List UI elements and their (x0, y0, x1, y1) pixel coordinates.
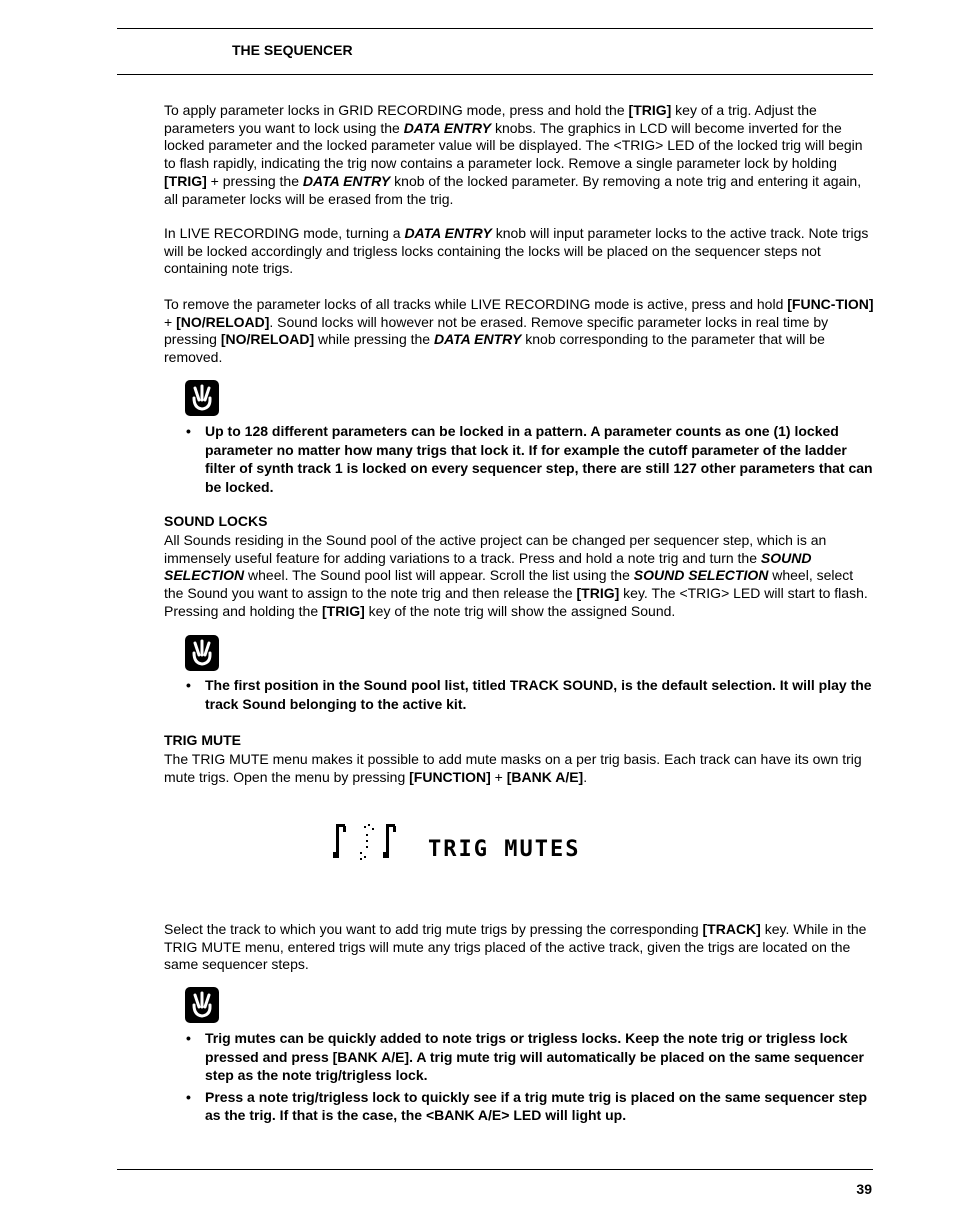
body-text: . (583, 768, 588, 785)
emphasis-text: [TRIG] (164, 172, 207, 189)
emphasis-text: [FUNCTION] (409, 768, 491, 785)
hand-icon (185, 635, 219, 671)
emphasis-text: [BANK A/E] (506, 768, 584, 785)
emphasis-text: [TRIG] (628, 102, 672, 118)
bullet-item (186, 422, 876, 496)
bullet-text: Up to 128 different parameters can be locked in a pattern. A parameter counts as one (1) locked parameter no matter how many trigs that lock it. If for example the cutoff parameter of the ladder filter of synth track 1 is locked on every sequencer step, there are still 127 other parameters that can be locked. (205, 423, 873, 495)
body-text: All Sounds residing in the Sound pool of the active project can be changed per sequencer step, which is an immensely useful feature for adding variations to a track. Press and hold a note trig and turn the (164, 532, 827, 566)
paragraph-sound-locks (164, 532, 874, 621)
hand-icon (185, 987, 219, 1023)
note-track-sound (186, 676, 876, 716)
lcd-trig-mutes (330, 818, 590, 871)
footer-rule (117, 1169, 873, 1170)
body-text: while pressing the (314, 331, 434, 348)
bullet-item (186, 1088, 876, 1125)
body-text: To apply parameter locks in GRID RECORDING mode, press and hold the (164, 102, 629, 118)
emphasis-text: DATA ENTRY (403, 119, 492, 136)
body-text: knob will input parameter locks to the active track. Note trigs will be locked accordingly and trigless locks containing the locks will be placed on the sequencer steps not containing note trigs. (164, 225, 869, 277)
emphasis-text: SOUND SELECTION (633, 567, 769, 584)
bullet-dot: • (186, 677, 191, 693)
body-text: + pressing the (206, 172, 303, 189)
bullet-dot: • (186, 423, 191, 439)
emphasis-text: DATA ENTRY (433, 331, 522, 348)
emphasis-text: [TRIG] (576, 585, 620, 602)
paragraph-remove-locks (164, 296, 874, 367)
body-text: key of the note trig will show the assigned Sound. (364, 602, 676, 619)
bullet-dot: • (186, 1088, 191, 1105)
body-text: key of a trig. Adjust the parameters you want to lock using the (164, 102, 817, 136)
emphasis-text: [TRIG] (322, 602, 365, 619)
heading-trig-mute: TRIG MUTE (164, 732, 241, 748)
body-text: knobs. The graphics in LCD will become inverted for the locked parameter and the locked parameter value will be displayed. The <TRIG> LED of the locked trig will begin to flash rapidly, indicating the trig now contains a parameter lock. Remove a single parameter lock by holding (164, 119, 863, 172)
emphasis-text: DATA ENTRY (302, 172, 391, 189)
body-text: wheel. The Sound pool list will appear. Scroll the list using the (244, 567, 634, 584)
bullet-item (186, 1029, 876, 1085)
paragraph-trig-mute (164, 751, 874, 786)
body-text: knob corresponding to the parameter that will be removed. (164, 331, 825, 366)
page-number: 39 (856, 1181, 872, 1197)
paragraph-live-recording (164, 225, 874, 278)
bullet-dot: • (186, 1030, 191, 1046)
body-text: + (164, 313, 177, 330)
body-text: key. While in the TRIG MUTE menu, entered trigs will mute any trigs placed of the active track, given the trigs are located on the same sequencer steps. (164, 921, 867, 973)
body-text: knob of the locked parameter. By removing a note trig and entering it again, all parameter locks will be erased from the trig. (164, 172, 862, 207)
emphasis-text: [TRACK] (702, 921, 761, 937)
hand-icon (185, 380, 219, 416)
bullet-text: Trig mutes can be quickly added to note trigs or trigless locks. Keep the note trig or trigless lock pressed and press [BANK A/E]. A trig mute trig will automatically be placed on the same sequencer step as the note trig/trigless lock. (205, 1030, 864, 1083)
paragraph-grid-recording (164, 102, 874, 208)
bullet-text: Press a note trig/trigless lock to quickly see if a trig mute trig is placed on the same sequencer step as the trig. If that is the case, the <BANK A/E> LED will light up. (205, 1088, 868, 1123)
emphasis-text: [FUNC-TION] (787, 296, 874, 312)
body-text: + (490, 768, 507, 785)
emphasis-text: [NO/RELOAD] (220, 331, 315, 348)
body-text: The TRIG MUTE menu makes it possible to add mute masks on a per trig basis. Each track can have its own trig mute trigs. Open the menu by pressing (164, 751, 862, 785)
emphasis-text: [NO/RELOAD] (176, 313, 270, 330)
body-text: Select the track to which you want to add trig mute trigs by pressing the corresponding (164, 921, 703, 937)
body-text: . Sound locks will however not be erased. Remove specific parameter locks in real time by pressing (164, 313, 829, 348)
heading-sound-locks: SOUND LOCKS (164, 513, 268, 529)
paragraph-select-track (164, 921, 874, 974)
body-text: In LIVE RECORDING mode, turning a (164, 225, 405, 241)
header-rule-top (117, 28, 873, 29)
note-trig-mutes (186, 1029, 876, 1128)
lcd-title: TRIG MUTES (428, 837, 581, 862)
emphasis-text: SOUND SELECTION (164, 549, 812, 584)
body-text: To remove the parameter locks of all tracks while LIVE RECORDING mode is active, press and hold (164, 296, 788, 312)
header-rule-bottom (117, 74, 873, 75)
note-parameter-limit (186, 422, 876, 499)
body-text: key. The <TRIG> LED will start to flash. Pressing and holding the (164, 585, 868, 619)
bullet-item (186, 676, 876, 713)
emphasis-text: DATA ENTRY (404, 225, 492, 241)
bullet-text: The first position in the Sound pool list, titled TRACK SOUND, is the default selection. It will play the track Sound belonging to the active kit. (205, 677, 872, 712)
body-text: wheel, select the Sound you want to assign to the note trig and then release the (164, 567, 854, 602)
trig-mute-notes-icon (333, 824, 396, 860)
section-header: THE SEQUENCER (232, 42, 353, 58)
